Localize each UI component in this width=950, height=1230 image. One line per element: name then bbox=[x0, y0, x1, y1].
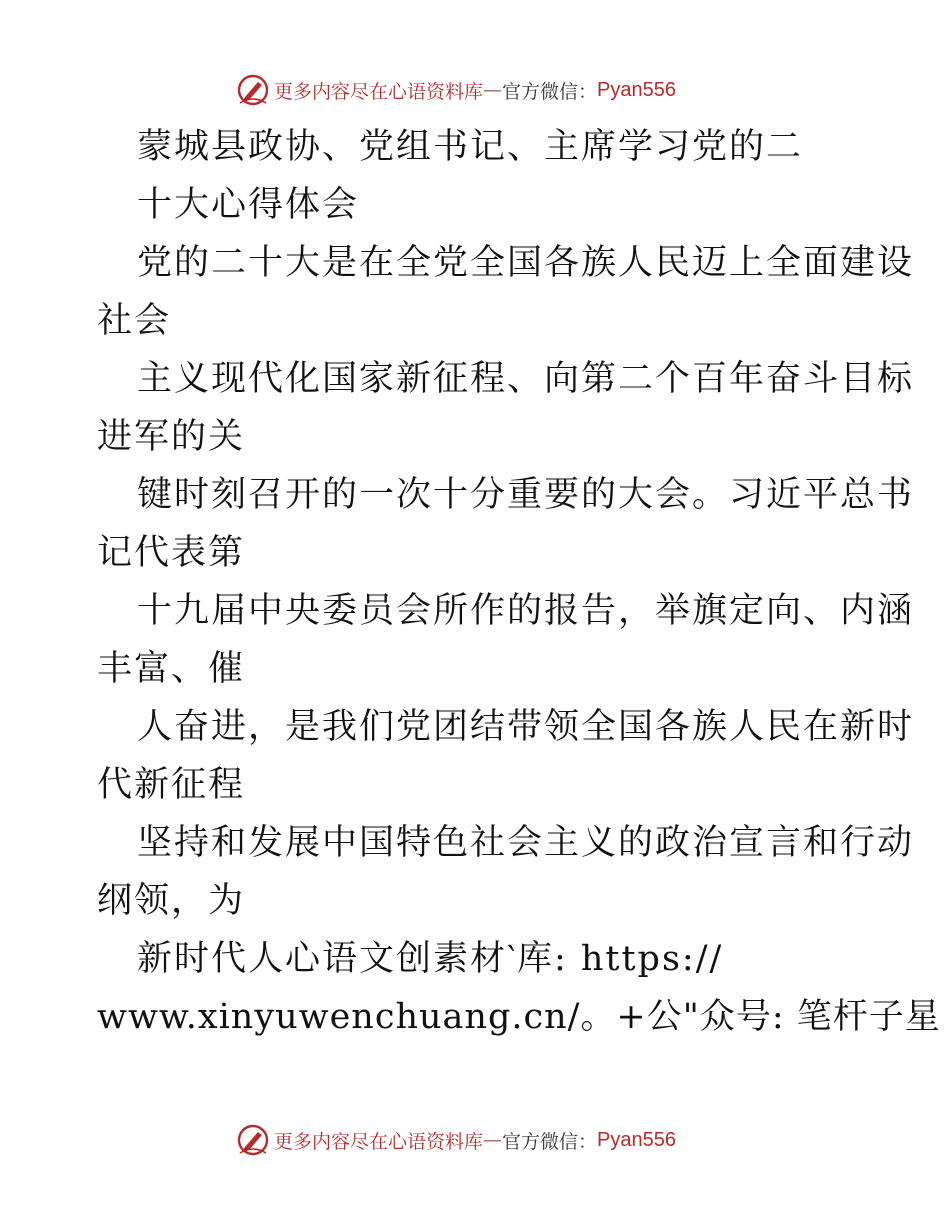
source-line: 新时代人心语文创素材‵库: https:// bbox=[137, 939, 724, 979]
watermark-separator: — bbox=[483, 79, 503, 101]
watermark-contact-label: 官方微信： bbox=[502, 80, 598, 103]
pen-logo-icon bbox=[236, 73, 270, 107]
watermark-text: 更多内容尽在心语资料库 bbox=[274, 80, 484, 103]
paragraph-line: 代新征程 bbox=[97, 765, 246, 805]
paragraph-line: 人奋进，是我们党团结带领全国各族人民在新时 bbox=[137, 707, 915, 747]
paragraph-line: 党的二十大是在全党全国各族人民迈上全面建设 bbox=[137, 243, 915, 283]
paragraph-line: 进军的关 bbox=[97, 417, 246, 457]
watermark-contact-id: Pyan556 bbox=[597, 78, 676, 101]
paragraph-line: 记代表第 bbox=[97, 533, 246, 573]
paragraph-line: 丰富、催 bbox=[97, 649, 246, 689]
paragraph-line: 十九届中央委员会所作的报告，举旗定向、内涵 bbox=[137, 591, 915, 631]
title-line-1: 蒙城县政协、党组书记、主席学习党的二 bbox=[137, 127, 804, 167]
watermark-text: 更多内容尽在心语资料库 bbox=[274, 1130, 484, 1153]
paragraph-line: 纲领，为 bbox=[97, 881, 246, 921]
watermark-banner-top bbox=[236, 72, 676, 108]
paragraph-line: 社会 bbox=[97, 301, 172, 341]
watermark-contact-id: Pyan556 bbox=[597, 1128, 676, 1151]
watermark-contact-label: 官方微信： bbox=[502, 1130, 598, 1153]
paragraph-line: 主义现代化国家新征程、向第二个百年奋斗目标 bbox=[137, 359, 915, 399]
source-url-line: www.xinyuwenchuang.cn/。+公"众号: 笔杆子星 bbox=[97, 997, 941, 1037]
watermark-banner-bottom bbox=[236, 1122, 676, 1158]
pen-logo-icon bbox=[236, 1123, 270, 1157]
paragraph-line: 坚持和发展中国特色社会主义的政治宣言和行动 bbox=[137, 823, 915, 863]
watermark-separator: — bbox=[483, 1129, 503, 1151]
title-line-2: 十大心得体会 bbox=[137, 185, 360, 225]
document-body bbox=[97, 118, 941, 1046]
paragraph-line: 键时刻召开的一次十分重要的大会。习近平总书 bbox=[137, 475, 915, 515]
